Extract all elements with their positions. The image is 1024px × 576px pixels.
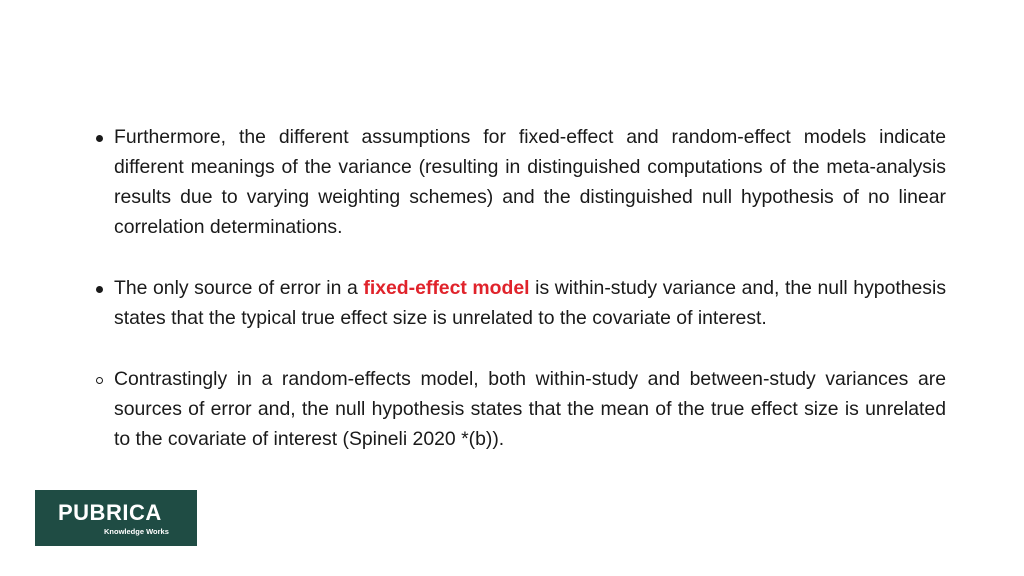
highlighted-term: fixed-effect model <box>363 277 530 299</box>
bullet-item-fixed-effect-error <box>94 273 946 333</box>
bullet-item-fixed-random-assumptions <box>94 122 946 242</box>
bullet-text: Furthermore, the different assumptions for fixed-effect and random-effect models indicate different meanings of the variance (resulting in distinguished computations of the meta-analysis results due to varying weighting schemes) and the distinguished null hypothesis of no linear correlation determinations. <box>114 126 946 238</box>
bullet-item-random-effects-error <box>94 364 946 454</box>
bullet-dot-icon <box>96 135 103 142</box>
bullet-list <box>94 122 946 454</box>
bullet-text-before: The only source of error in a <box>114 277 364 299</box>
bullet-text: Contrastingly in a random-effects model, both within-study and between-study variances are sources of error and, the null hypothesis states that the mean of the true effect size is unrelated to the covariate of interest (Spineli 2020 *(b)). <box>114 368 946 450</box>
logo-tagline: Knowledge Works <box>104 527 169 536</box>
bullet-dot-icon <box>96 286 103 293</box>
pubrica-logo <box>35 490 197 546</box>
bullet-circle-icon <box>96 377 103 384</box>
bullet-text-after: is within-study variance and, the null hypothesis states that the typical true effect size is unrelated to the covariate of interest. <box>114 277 947 329</box>
logo-wordmark: PUBRICA <box>58 500 162 525</box>
